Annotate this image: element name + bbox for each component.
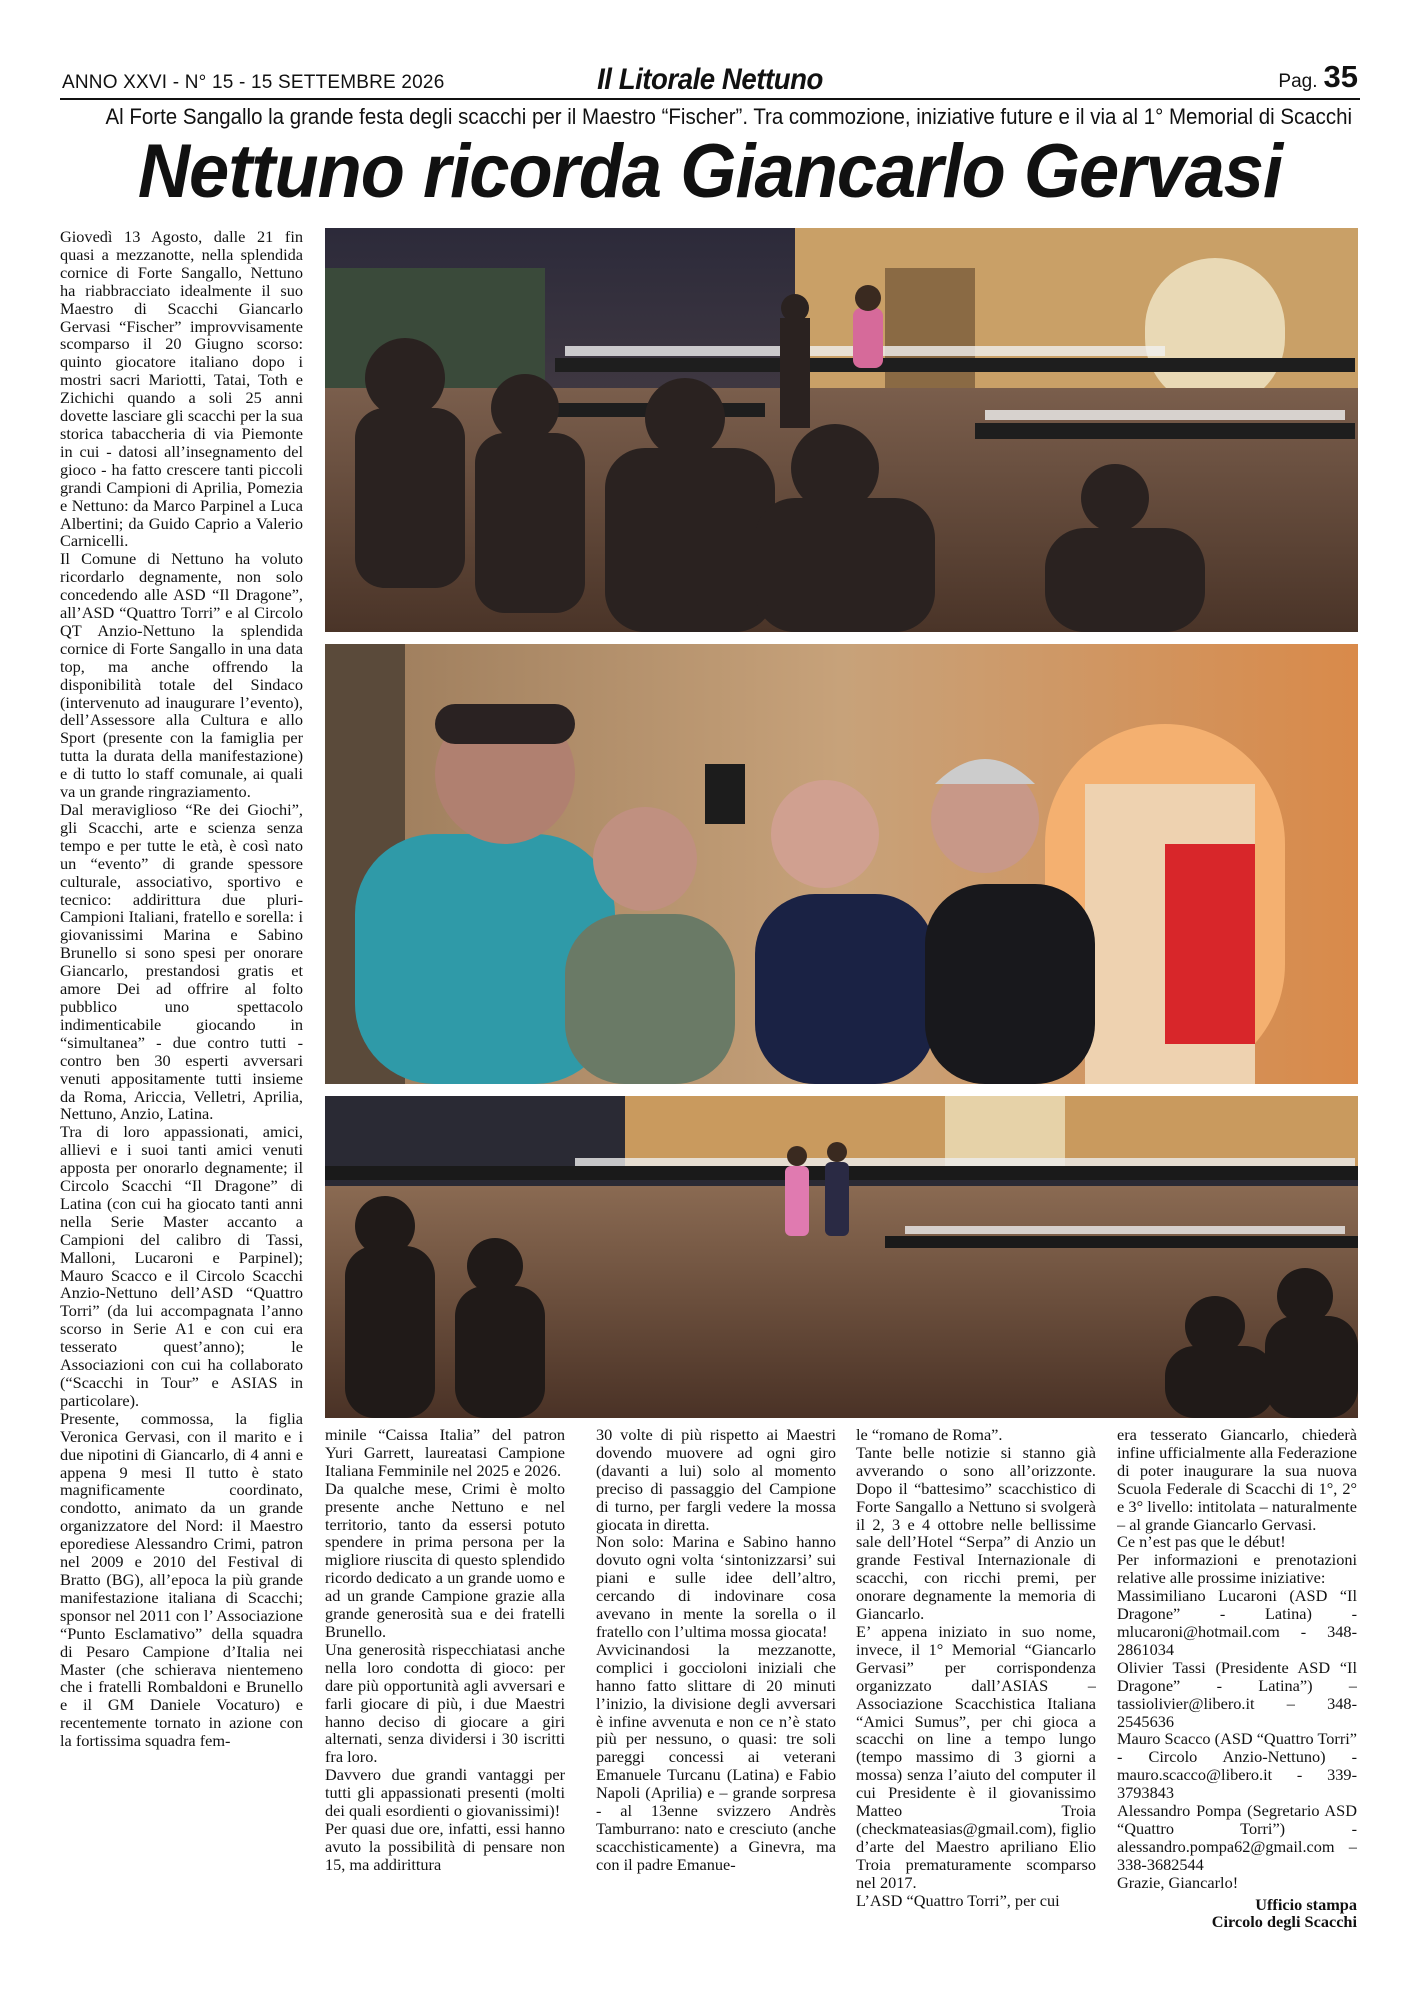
paragraph: Dal meraviglioso “Re dei Giochi”, gli Scacchi, arte e scienza senza tempo e per tutte le età, è così nato un “evento” di grande spessore culturale, associativo, sportivo e tecnico: addirittura due pluri-Campioni Italiani, fratello e sorella: i giovanissimi Marina e Sabino Brunello si sono spesi per onorare Giancarlo, prestandosi gratis et amore Dei ad offrire al folto pubblico uno spettacolo indimenticabile giocando in “simultanea” - due contro tutti - contro ben 30 esperti avversari venuti appositamente tutti insieme da Roma, Ariccia, Velletri, Aprilia, Nettuno, Anzio, Latina.	[60, 800, 303, 1124]
article-subtitle: Al Forte Sangallo la grande festa degli scacchi per il Maestro “Fischer”. Tra commozione, iniziative future e il via al 1° Memorial di Scacchi	[105, 104, 1353, 129]
paragraph: Per quasi due ore, infatti, essi hanno avuto la possibilità di pensare non 15, ma addirittura	[325, 1818, 565, 1874]
page-number: Pag. 35	[1278, 59, 1358, 94]
contact-pompa: Alessandro Pompa (Segretario ASD “Quattro Torri”) - alessandro.pompa62@gmail.com – 338-3682544	[1117, 1801, 1357, 1874]
photo-speakers-indoor	[325, 644, 1358, 1084]
paragraph: 30 volte di più rispetto ai Maestri dovendo muovere ad ogni giro (davanti a lui) solo al momento preciso di passaggio del Campione di turno, per fargli vedere la mossa giocata in diretta.	[596, 1426, 836, 1534]
article-column-2	[325, 1426, 565, 1956]
photo-2-image	[325, 644, 1358, 1084]
paragraph: Ce n’est pas que le début!	[1117, 1532, 1286, 1552]
newspaper-name: Il Litorale Nettuno	[597, 63, 823, 96]
photo-simultaneous-overview	[325, 1096, 1358, 1418]
paragraph: Giovedì 13 Agosto, dalle 21 fin quasi a mezzanotte, nella splendida cornice di Forte Sangallo, Nettuno ha riabbracciato idealmente il suo Maestro di Scacchi Giancarlo Gervasi “Fischer” improvvisamente scomparso il 20 Giugno scorso: quinto giocatore italiano dopo i mostri sacri Mariotti, Tatai, Toth e Zichichi quando a soli 25 anni dovette lasciare gli scacchi per la sua storica tabaccheria di via Piemonte in cui - datosi all’insegnamento del gioco - ha fatto crescere tanti piccoli grandi Campioni di Aprilia, Pomezia e Nettuno: da Marco Parpinel a Luca Albertini; da Guido Caprio a Valerio Carnicelli.	[60, 228, 303, 551]
article-column-3	[596, 1426, 836, 1956]
photo-simultaneous-exhibition-wide	[325, 228, 1358, 632]
article-column-5	[1117, 1426, 1357, 1956]
page-header	[60, 56, 1360, 100]
paragraph: Presente, commossa, la figlia Veronica Gervasi, con il marito e i due nipotini di Giancarlo, di 4 anni e appena 9 mesi Il tutto è stato magnificamente coordinato, condotto, animato da un grande organizzatore del Nord: il Maestro eporediese Alessandro Crimi, patron nel 2009 e 2010 del Festival di Bratto (BG), all’epoca la più grande manifestazione italiana di Scacchi; sponsor nel 2011 con l’ Associazione “Punto Esclamativo” della squadra di Pesaro Campione d’Italia nei Master (che schierava nientemeno che i fratelli Rombaldoni e Brunello e il GM Daniele Vocaturo) e recentemente tornato in azione con la fortissima squadra fem-	[60, 1408, 303, 1751]
paragraph: Il Comune di Nettuno ha voluto ricordarlo degnamente, non solo concedendo alle ASD “Il Dragone”, all’ASD “Quattro Torri” e al Circolo QT Anzio-Nettuno la splendida cornice di Forte Sangallo in una data top, ma anche offrendo la disponibilità totale del Sindaco (intervenuto ad inaugurare l’evento), dell’Assessore alla Cultura e allo Sport (presente con la famiglia per tutta la durata della manifestazione) e di tutto lo staff comunale, ai quali va un grande ringraziamento.	[60, 549, 303, 802]
paragraph: era tesserato Giancarlo, chiederà infine ufficialmente alla Federazione di poter inaugurare la sua nuova Scuola Federale di Scacchi di 1°, 2° e 3° livello: intitolata – naturalmente – al grande Giancarlo Gervasi.	[1117, 1426, 1357, 1534]
paragraph: E’ appena iniziato in suo nome, invece, il 1° Memorial “Giancarlo Gervasi” per corrispondenza organizzato dall’ASIAS – Associazione Scacchistica Italiana “Amici Sumus”, per chi gioca a scacchi on line a tempo lungo (tempo massimo di 3 giorni a mossa) senza l’aiuto del computer il cui Presidente è il giovanissimo Matteo Troia (checkmateasias@gmail.com), figlio d’arte del Maestro apriliano Elio Troia prematuramente scomparso nel 2017.	[856, 1621, 1096, 1892]
article-column-4	[856, 1426, 1096, 1956]
paragraph: Non solo: Marina e Sabino hanno dovuto ogni volta ‘sintonizzarsi’ sui piani e sulle idee dell’altro, cercando di indovinare cosa avevano in mente la sorella o il fratello con l’ultima mossa giocata!	[596, 1532, 836, 1641]
paragraph: Una generosità rispecchiatasi anche nella loro condotta di gioco: per dare più opportunità agli avversari e farli giocare di più, i due Maestri hanno deciso di giocare a giri alternati, senza dividersi i 30 iscritti fra loro.	[325, 1639, 565, 1767]
signature-line-1: Ufficio stampa	[1255, 1894, 1357, 1914]
contact-tassi: Olivier Tassi (Presidente ASD “Il Dragone” - Latina”) – tassiolivier@libero.it – 348-2545636	[1117, 1657, 1357, 1731]
paragraph: Per informazioni e prenotazioni relative alle prossime iniziative:	[1117, 1550, 1357, 1588]
signature-line-2: Circolo degli Scacchi	[1211, 1912, 1357, 1932]
paragraph: Tra di loro appassionati, amici, allievi e i suoi tanti amici venuti apposta per onorarlo degnamente; il Circolo Scacchi “Il Dragone” di Latina (con cui ha giocato tanti anni nella Serie Master accanto a Campioni del calibro di Tassi, Malloni, Lucaroni e Parpinel); Mauro Scacco e il Circolo Scacchi Anzio-Nettuno dell’ASD “Quattro Torri” (da lui accompagnata l’anno scorso in Serie A1 e con cui era tesserato quest’anno); le Associazioni con cui ha collaborato (“Scacchi in Tour” e ASIAS in particolare).	[60, 1122, 303, 1410]
paragraph: le “romano de Roma”.	[856, 1426, 1003, 1444]
article-headline: Nettuno ricorda Giancarlo Gervasi	[137, 129, 1283, 214]
paragraph: Da qualche mese, Crimi è molto presente anche Nettuno e nel territorio, tanto da essersi potuto spendere in prima persona per la migliore riuscita di questo splendido ricordo dedicato a un grande uomo e ad un grande Campione grazie alla grande generosità sua e dei fratelli Brunello.	[325, 1478, 565, 1641]
closing-line: Grazie, Giancarlo!	[1117, 1872, 1239, 1892]
contact-lucaroni: Massimiliano Lucaroni (ASD “Il Dragone” - Latina) - mlucaroni@hotmail.com - 348-2861034	[1117, 1586, 1357, 1659]
paragraph: Avvicinandosi la mezzanotte, complici i goccioloni iniziali che hanno fatto slittare di 20 minuti l’inizio, la divisione degli avversari è infine avvenuta e non ce n’è stato più per nessuno, o quasi: tre soli pareggi concessi ai veterani Emanuele Turcanu (Latina) e Fabio Napoli (Aprilia) e – grande sorpresa - al 13enne svizzero Andrès Tamburrano: nato e cresciuto (anche scacchisticamente) a Ginevra, ma con il padre Emanue-	[596, 1639, 836, 1874]
photo-1-image	[325, 228, 1358, 632]
paragraph: minile “Caissa Italia” del patron Yuri Garrett, laureatasi Campione Italiana Femminile nel 2025 e 2026.	[325, 1426, 565, 1480]
photo-3-image	[325, 1096, 1358, 1418]
issue-line: ANNO XXVI - N° 15 - 15 SETTEMBRE 2026	[62, 72, 445, 93]
paragraph: Tante belle notizie si stanno già avverando o sono all’orizzonte. Dopo il “battesimo” scacchistico di Forte Sangallo a Nettuno si svolgerà il 2, 3 e 4 ottobre nelle bellissime sale dell’Hotel “Serpa” di Anzio un grande Festival Internazionale di scacchi, con ricchi premi, per onorare degnamente la memoria di Giancarlo.	[856, 1442, 1096, 1624]
article-column-1	[60, 228, 303, 1958]
contact-scacco: Mauro Scacco (ASD “Quattro Torri” - Circolo Anzio-Nettuno) - mauro.scacco@libero.it - 339-3793843	[1117, 1729, 1357, 1803]
paragraph: L’ASD “Quattro Torri”, per cui	[856, 1890, 1060, 1910]
paragraph: Davvero due grandi vantaggi per tutti gli appassionati presenti (molti dei quali esordienti o giovanissimi)!	[325, 1765, 565, 1821]
